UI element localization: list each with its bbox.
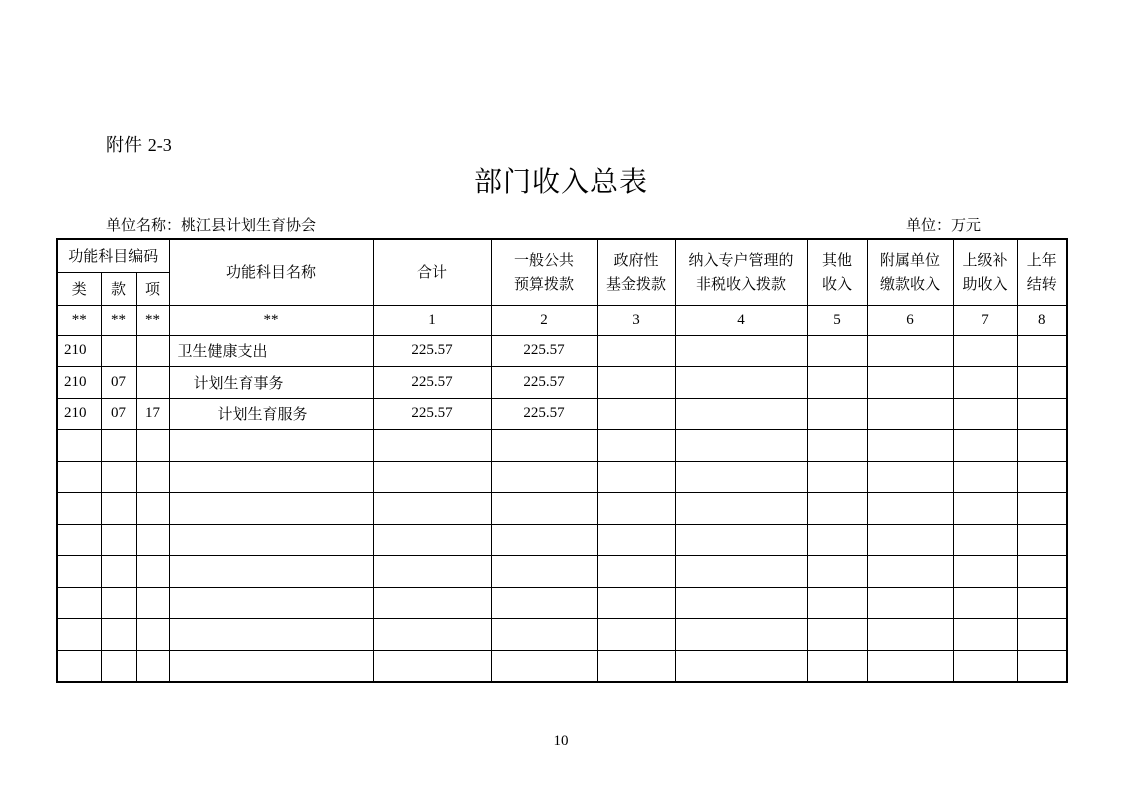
empty-cell bbox=[373, 461, 491, 493]
income-summary-table bbox=[56, 238, 1068, 683]
empty-cell bbox=[101, 461, 136, 493]
empty-cell bbox=[101, 650, 136, 682]
empty-cell bbox=[675, 619, 807, 651]
empty-cell bbox=[597, 619, 675, 651]
empty-cell bbox=[57, 493, 101, 525]
empty-cell bbox=[807, 461, 867, 493]
empty-cell bbox=[101, 619, 136, 651]
empty-cell bbox=[491, 650, 597, 682]
empty-cell bbox=[491, 524, 597, 556]
index-cell: 6 bbox=[867, 305, 953, 335]
index-cell: ** bbox=[136, 305, 169, 335]
empty-cell bbox=[597, 430, 675, 462]
function-name-cell: 计划生育事务 bbox=[169, 367, 373, 399]
empty-cell bbox=[1017, 619, 1067, 651]
index-cell: ** bbox=[169, 305, 373, 335]
empty-row bbox=[57, 556, 1067, 588]
total-cell: 225.57 bbox=[373, 367, 491, 399]
empty-row bbox=[57, 619, 1067, 651]
empty-cell bbox=[169, 619, 373, 651]
empty-cell bbox=[1017, 430, 1067, 462]
total-header: 合计 bbox=[373, 239, 491, 305]
empty-cell bbox=[136, 619, 169, 651]
item-code-cell bbox=[136, 367, 169, 399]
empty-cell bbox=[675, 461, 807, 493]
class-code-cell: 210 bbox=[57, 335, 101, 367]
empty-cell bbox=[597, 398, 675, 430]
gov-fund-header: 政府性 基金拨款 bbox=[597, 239, 675, 305]
empty-cell bbox=[1017, 493, 1067, 525]
section-code-cell bbox=[101, 335, 136, 367]
empty-cell bbox=[57, 461, 101, 493]
index-cell: 1 bbox=[373, 305, 491, 335]
empty-cell bbox=[807, 367, 867, 399]
empty-cell bbox=[597, 524, 675, 556]
empty-cell bbox=[675, 524, 807, 556]
empty-cell bbox=[675, 367, 807, 399]
superior-subsidy-header: 上级补 助收入 bbox=[953, 239, 1017, 305]
empty-cell bbox=[867, 367, 953, 399]
empty-cell bbox=[953, 650, 1017, 682]
total-cell: 225.57 bbox=[373, 335, 491, 367]
empty-cell bbox=[136, 556, 169, 588]
unit-name: 单位名称：桃江县计划生育协会 bbox=[106, 216, 317, 234]
empty-cell bbox=[867, 430, 953, 462]
empty-cell bbox=[373, 587, 491, 619]
empty-cell bbox=[1017, 461, 1067, 493]
empty-cell bbox=[597, 650, 675, 682]
attachment-label bbox=[106, 131, 172, 157]
empty-cell bbox=[1017, 556, 1067, 588]
empty-cell bbox=[675, 650, 807, 682]
empty-cell bbox=[807, 430, 867, 462]
affiliated-header: 附属单位 缴款收入 bbox=[867, 239, 953, 305]
non-tax-header: 纳入专户管理的 非税收入拨款 bbox=[675, 239, 807, 305]
class-code-cell: 210 bbox=[57, 398, 101, 430]
empty-cell bbox=[491, 461, 597, 493]
empty-cell bbox=[57, 524, 101, 556]
empty-cell bbox=[101, 524, 136, 556]
empty-cell bbox=[953, 619, 1017, 651]
class-header: 类 bbox=[57, 272, 101, 305]
empty-cell bbox=[491, 619, 597, 651]
empty-cell bbox=[169, 524, 373, 556]
general-budget-cell: 225.57 bbox=[491, 398, 597, 430]
empty-cell bbox=[169, 430, 373, 462]
empty-cell bbox=[953, 587, 1017, 619]
attachment-text: 附件 bbox=[106, 135, 142, 156]
total-cell: 225.57 bbox=[373, 398, 491, 430]
table-row bbox=[57, 335, 1067, 367]
item-code-cell: 17 bbox=[136, 398, 169, 430]
page-title: 部门收入总表 bbox=[473, 165, 648, 198]
empty-cell bbox=[136, 650, 169, 682]
empty-cell bbox=[867, 556, 953, 588]
empty-cell bbox=[597, 461, 675, 493]
index-cell: ** bbox=[101, 305, 136, 335]
function-name-cell: 卫生健康支出 bbox=[169, 335, 373, 367]
empty-cell bbox=[1017, 524, 1067, 556]
general-budget-cell: 225.57 bbox=[491, 367, 597, 399]
empty-cell bbox=[373, 556, 491, 588]
empty-cell bbox=[675, 493, 807, 525]
empty-cell bbox=[491, 430, 597, 462]
empty-cell bbox=[373, 493, 491, 525]
index-cell: ** bbox=[57, 305, 101, 335]
section-code-cell: 07 bbox=[101, 398, 136, 430]
empty-cell bbox=[491, 587, 597, 619]
empty-cell bbox=[807, 650, 867, 682]
empty-cell bbox=[807, 619, 867, 651]
empty-cell bbox=[57, 619, 101, 651]
index-cell: 5 bbox=[807, 305, 867, 335]
empty-cell bbox=[867, 335, 953, 367]
empty-cell bbox=[597, 335, 675, 367]
empty-cell bbox=[597, 587, 675, 619]
empty-cell bbox=[807, 556, 867, 588]
table-row bbox=[57, 398, 1067, 430]
empty-cell bbox=[101, 430, 136, 462]
general-budget-header: 一般公共 预算拨款 bbox=[491, 239, 597, 305]
other-income-header: 其他 收入 bbox=[807, 239, 867, 305]
empty-cell bbox=[1017, 650, 1067, 682]
empty-cell bbox=[1017, 398, 1067, 430]
empty-cell bbox=[491, 493, 597, 525]
empty-cell bbox=[675, 556, 807, 588]
empty-cell bbox=[807, 493, 867, 525]
empty-cell bbox=[373, 650, 491, 682]
index-cell: 4 bbox=[675, 305, 807, 335]
empty-cell bbox=[953, 493, 1017, 525]
empty-row bbox=[57, 650, 1067, 682]
empty-cell bbox=[373, 619, 491, 651]
empty-cell bbox=[953, 367, 1017, 399]
section-header: 款 bbox=[101, 272, 136, 305]
empty-cell bbox=[101, 556, 136, 588]
carryover-header: 上年 结转 bbox=[1017, 239, 1067, 305]
empty-cell bbox=[169, 556, 373, 588]
empty-cell bbox=[867, 398, 953, 430]
index-cell: 7 bbox=[953, 305, 1017, 335]
empty-cell bbox=[597, 556, 675, 588]
empty-cell bbox=[675, 398, 807, 430]
empty-cell bbox=[953, 430, 1017, 462]
section-code-cell: 07 bbox=[101, 367, 136, 399]
empty-cell bbox=[169, 493, 373, 525]
empty-cell bbox=[57, 587, 101, 619]
empty-cell bbox=[136, 430, 169, 462]
empty-cell bbox=[1017, 367, 1067, 399]
index-cell: 3 bbox=[597, 305, 675, 335]
header-row-1 bbox=[57, 239, 1067, 272]
empty-cell bbox=[136, 493, 169, 525]
empty-cell bbox=[675, 430, 807, 462]
empty-cell bbox=[169, 461, 373, 493]
empty-row bbox=[57, 461, 1067, 493]
index-cell: 8 bbox=[1017, 305, 1067, 335]
empty-cell bbox=[807, 398, 867, 430]
empty-cell bbox=[953, 556, 1017, 588]
empty-cell bbox=[867, 493, 953, 525]
empty-cell bbox=[953, 335, 1017, 367]
function-name-header: 功能科目名称 bbox=[169, 239, 373, 305]
empty-row bbox=[57, 493, 1067, 525]
empty-cell bbox=[373, 430, 491, 462]
empty-cell bbox=[169, 650, 373, 682]
table-row bbox=[57, 367, 1067, 399]
empty-cell bbox=[675, 587, 807, 619]
empty-cell bbox=[675, 335, 807, 367]
empty-cell bbox=[136, 461, 169, 493]
empty-cell bbox=[953, 524, 1017, 556]
empty-cell bbox=[169, 587, 373, 619]
empty-cell bbox=[867, 461, 953, 493]
empty-cell bbox=[57, 556, 101, 588]
empty-cell bbox=[101, 587, 136, 619]
empty-cell bbox=[136, 587, 169, 619]
class-code-cell: 210 bbox=[57, 367, 101, 399]
empty-row bbox=[57, 587, 1067, 619]
empty-cell bbox=[867, 619, 953, 651]
empty-cell bbox=[57, 650, 101, 682]
empty-cell bbox=[491, 556, 597, 588]
empty-row bbox=[57, 524, 1067, 556]
index-cell: 2 bbox=[491, 305, 597, 335]
function-name-cell: 计划生育服务 bbox=[169, 398, 373, 430]
empty-cell bbox=[101, 493, 136, 525]
attachment-number: 2-3 bbox=[147, 135, 172, 155]
currency-unit: 单位：万元 bbox=[906, 216, 982, 234]
empty-cell bbox=[807, 587, 867, 619]
item-header: 项 bbox=[136, 272, 169, 305]
empty-cell bbox=[953, 461, 1017, 493]
item-code-cell bbox=[136, 335, 169, 367]
empty-cell bbox=[867, 587, 953, 619]
empty-cell bbox=[136, 524, 169, 556]
empty-cell bbox=[1017, 587, 1067, 619]
function-code-header: 功能科目编码 bbox=[57, 239, 169, 272]
empty-cell bbox=[867, 524, 953, 556]
empty-cell bbox=[1017, 335, 1067, 367]
empty-cell bbox=[597, 367, 675, 399]
empty-cell bbox=[807, 335, 867, 367]
general-budget-cell: 225.57 bbox=[491, 335, 597, 367]
index-row bbox=[57, 305, 1067, 335]
empty-row bbox=[57, 430, 1067, 462]
empty-cell bbox=[867, 650, 953, 682]
empty-cell bbox=[597, 493, 675, 525]
empty-cell bbox=[373, 524, 491, 556]
empty-cell bbox=[57, 430, 101, 462]
empty-cell bbox=[807, 524, 867, 556]
empty-cell bbox=[953, 398, 1017, 430]
page-number: 10 bbox=[553, 733, 569, 749]
